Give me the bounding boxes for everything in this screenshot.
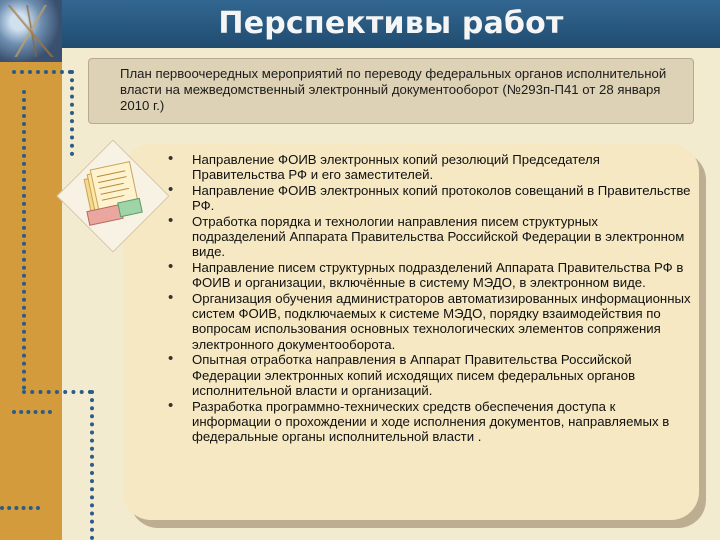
list-item: • Опытная отработка направления в Аппарат Правительства Российской Федерации электронных копий исходящих писем федеральных органов исполнительной власти и организаций. (166, 352, 694, 398)
list-item: • Организация обучения администраторов автоматизированных информационных систем ФОИВ, подключаемых к системе МЭДО, порядку взаимодействия по вопросам использования основных технологических элементов сопряжения электронного документооборота. (166, 291, 694, 353)
dotted-line (22, 390, 92, 394)
list-item: • Направление ФОИВ электронных копий протоколов совещаний в Правительстве РФ. (166, 183, 694, 214)
bullet-list (166, 152, 694, 445)
list-item: • Разработка программно-технических средств обеспечения доступа к информации о прохождении и ходе исполнения документов, направляемых в федеральные органы исполнительной власти . (166, 399, 694, 445)
left-decorative-band (0, 0, 62, 540)
dotted-line (22, 90, 26, 390)
header-text: План первоочередных мероприятий по переводу федеральных органов исполнительной власти на межведомственный электронный документооборот (№293п-П41 от 28 января 2010 г.) (120, 66, 667, 113)
list-item: • Направление ФОИВ электронных копий резолюций Председателя Правительства РФ и его заместителей. (166, 152, 694, 183)
photo-corner-icon (0, 0, 62, 62)
dotted-line (0, 506, 40, 510)
documents-stack-icon (76, 160, 148, 230)
dotted-line (12, 410, 52, 414)
dotted-line (12, 70, 72, 74)
dotted-line (70, 70, 74, 156)
list-item: • Направление писем структурных подразделений Аппарата Правительства РФ в ФОИВ и организации, включённые в систему МЭДО, в электронном виде. (166, 260, 694, 291)
dotted-line (90, 390, 94, 540)
slide-title: Перспективы работ (218, 6, 564, 41)
list-item: • Отработка порядка и технологии направления писем структурных подразделений Аппарата Правительства Российской Федерации в электронном виде. (166, 214, 694, 260)
